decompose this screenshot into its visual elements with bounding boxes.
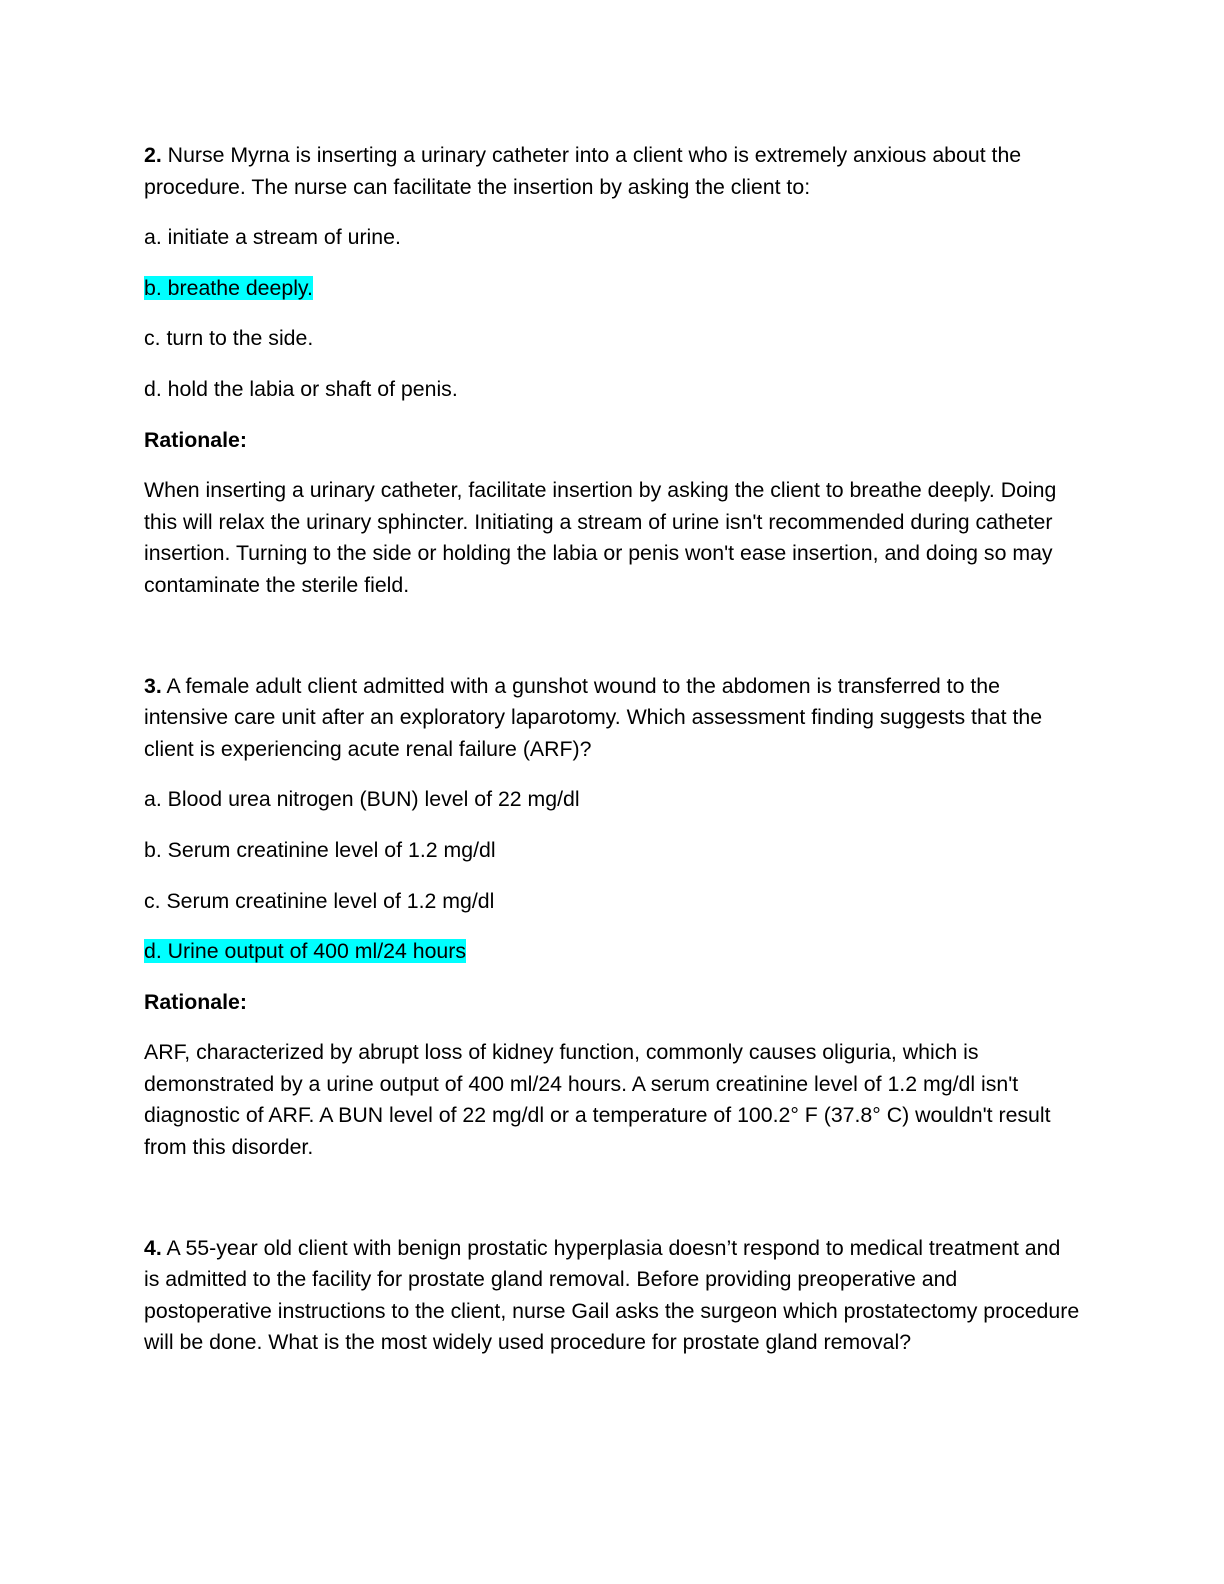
- rationale-heading: Rationale:: [144, 427, 247, 452]
- correct-answer-highlight: d. Urine output of 400 ml/24 hours: [144, 939, 467, 964]
- answer-option-c: c. Serum creatinine level of 1.2 mg/dl: [144, 888, 495, 913]
- question-4: [144, 1233, 1080, 1359]
- answer-option-d-correct: [144, 936, 1080, 968]
- answer-option-c: c. turn to the side.: [144, 326, 314, 351]
- answer-option-a: a. Blood urea nitrogen (BUN) level of 22 mg/dl: [144, 787, 580, 812]
- answer-option-b: b. Serum creatinine level of 1.2 mg/dl: [144, 837, 496, 862]
- question-number: 2.: [144, 143, 162, 167]
- correct-answer-highlight: b. breathe deeply.: [144, 275, 313, 300]
- question-number: 4.: [144, 1235, 162, 1260]
- document-page: [144, 140, 1080, 1378]
- question-number: 3.: [144, 673, 162, 698]
- question-text: A female adult client admitted with a gunshot wound to the abdomen is transferred to the intensive care unit after an exploratory laparotomy. Which assessment finding suggests that the client is experiencing acute renal failure (ARF)?: [144, 673, 1043, 761]
- rationale-text: ARF, characterized by abrupt loss of kidney function, commonly causes oliguria, which is demonstrated by a urine output of 400 ml/24 hours. A serum creatinine level of 1.2 mg/dl isn't diagnostic of ARF. A BUN level of 22 mg/dl or a temperature of 100.2° F (37.8° C) wouldn't result from this disorder.: [144, 1040, 1051, 1160]
- question-text: A 55-year old client with benign prostatic hyperplasia doesn’t respond to medical treatment and is admitted to the facility for prostate gland removal. Before providing preoperative and postoperative instructions to the client, nurse Gail asks the surgeon which prostatectomy procedure will be done. What is the most widely used procedure for prostate gland removal?: [144, 1235, 1080, 1355]
- rationale-heading: Rationale:: [144, 989, 247, 1014]
- question-text: Nurse Myrna is inserting a urinary catheter into a client who is extremely anxious about the procedure. The nurse can facilitate the insertion by asking the client to:: [144, 143, 1022, 199]
- answer-option-d: d. hold the labia or shaft of penis.: [144, 376, 458, 401]
- question-stem: [144, 140, 1080, 203]
- question-3: [144, 671, 1080, 1164]
- rationale-text: When inserting a urinary catheter, facilitate insertion by asking the client to breathe deeply. Doing this will relax the urinary sphincter. Initiating a stream of urine isn't recommended during catheter insertion. Turning to the side or holding the labia or penis won't ease insertion, and doing so may contaminate the sterile field.: [144, 478, 1057, 597]
- question-2: [144, 140, 1080, 602]
- question-stem: [144, 671, 1080, 766]
- answer-option-b-correct: [144, 273, 1080, 305]
- answer-option-a: a. initiate a stream of urine.: [144, 225, 401, 250]
- question-stem: [144, 1233, 1080, 1359]
